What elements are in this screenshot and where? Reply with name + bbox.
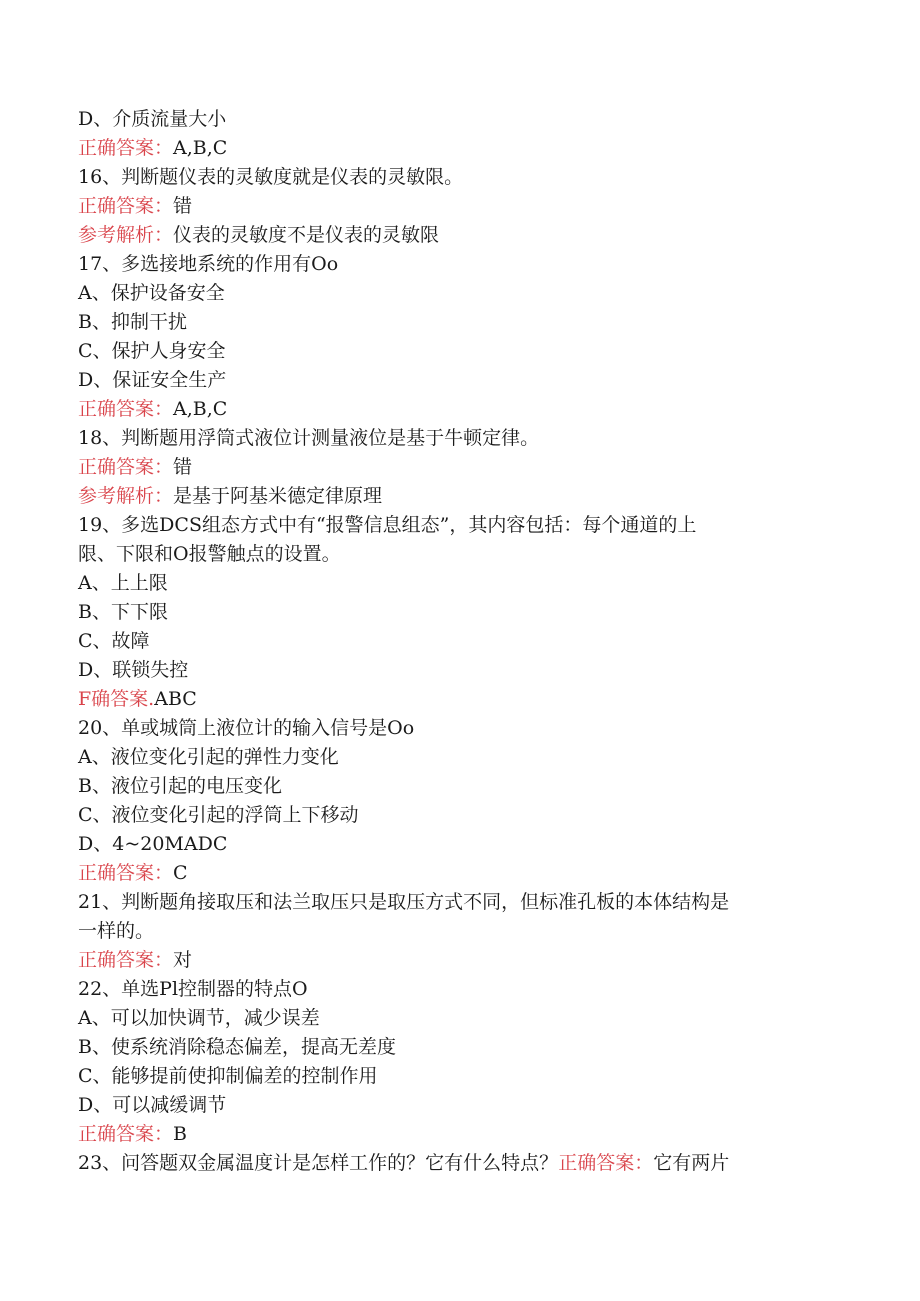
line-text: A、液位变化引起的弹性力变化	[78, 746, 339, 768]
explanation-text: 仪表的灵敏度不是仪表的灵敏限	[173, 224, 440, 246]
option-line	[78, 598, 838, 627]
answer-label: 正确答案：	[78, 862, 174, 884]
line-text: D、联锁失控	[78, 659, 189, 681]
option-line	[78, 830, 838, 859]
explanation-label: 参考解析：	[78, 224, 174, 246]
line-text: A、可以加快调节，减少误差	[78, 1007, 320, 1029]
line-text: D、保证安全生产	[78, 369, 227, 391]
line-text: C、故障	[78, 630, 150, 652]
line-text: 限、下限和O报警触点的设置。	[78, 543, 341, 565]
question-line-continued	[78, 917, 838, 946]
answer-value: C	[173, 862, 188, 884]
question-line	[78, 888, 838, 917]
answer-label: 正确答案：	[78, 1123, 174, 1145]
explanation-line	[78, 482, 838, 511]
line-text: A、保护设备安全	[78, 282, 225, 304]
option-line	[78, 337, 838, 366]
answer-value: A,B,C	[173, 398, 228, 420]
answer-value: 错	[173, 456, 193, 478]
question-line-last	[78, 1149, 838, 1178]
line-text: C、能够提前使抑制偏差的控制作用	[78, 1065, 378, 1087]
option-line	[78, 1091, 838, 1120]
answer-label: 正确答案：	[78, 456, 174, 478]
line-text: 17、多选接地系统的作用有Oo	[78, 253, 339, 275]
explanation-line	[78, 221, 838, 250]
line-text: C、保护人身安全	[78, 340, 226, 362]
answer-value: 错	[173, 195, 193, 217]
answer-line	[78, 192, 838, 221]
line-text: D、4~20MADC	[78, 833, 228, 855]
option-line	[78, 1004, 838, 1033]
question-text: 23、问答题双金属温度计是怎样工作的？它有什么特点？	[78, 1152, 559, 1174]
question-line	[78, 250, 838, 279]
answer-line	[78, 859, 838, 888]
line-text: B、使系统消除稳态偏差，提高无差度	[78, 1036, 396, 1058]
explanation-label: 参考解析：	[78, 485, 174, 507]
question-line	[78, 163, 838, 192]
option-line	[78, 308, 838, 337]
answer-value: 它有两片	[653, 1152, 730, 1174]
option-line	[78, 743, 838, 772]
option-line	[78, 656, 838, 685]
answer-value: A,B,C	[173, 137, 228, 159]
line-text: D、介质流量大小	[78, 108, 227, 130]
line-text: 18、判断题用浮筒式液位计测量液位是基于牛顿定律。	[78, 427, 540, 449]
option-line	[78, 1062, 838, 1091]
line-text: C、液位变化引起的浮筒上下移动	[78, 804, 359, 826]
answer-value: 对	[173, 949, 193, 971]
line-text: 19、多选DCS组态方式中有“报警信息组态”，其内容包括：每个通道的上	[78, 514, 697, 536]
line-text: D、可以减缓调节	[78, 1094, 227, 1116]
answer-line	[78, 946, 838, 975]
answer-label: 正确答案：	[78, 949, 174, 971]
question-line	[78, 424, 838, 453]
option-line	[78, 279, 838, 308]
answer-line	[78, 453, 838, 482]
option-line	[78, 772, 838, 801]
line-text: 一样的。	[78, 920, 155, 942]
answer-line	[78, 1120, 838, 1149]
answer-label: 正确答案：	[78, 137, 174, 159]
question-line-continued	[78, 540, 838, 569]
explanation-text: 是基于阿基米德定律原理	[173, 485, 383, 507]
option-line	[78, 627, 838, 656]
answer-label: 正确答案：	[78, 398, 174, 420]
option-line	[78, 1033, 838, 1062]
option-line	[78, 105, 838, 134]
answer-label: F确答案.	[78, 688, 155, 710]
answer-value: B	[173, 1123, 187, 1145]
answer-label: 正确答案：	[558, 1152, 654, 1174]
question-line	[78, 511, 838, 540]
option-line	[78, 801, 838, 830]
line-text: B、下下限	[78, 601, 168, 623]
answer-line	[78, 685, 838, 714]
answer-line	[78, 395, 838, 424]
option-line	[78, 569, 838, 598]
answer-line	[78, 134, 838, 163]
line-text: 21、判断题角接取压和法兰取压只是取压方式不同，但标准孔板的本体结构是	[78, 891, 730, 913]
line-text: 20、单或城筒上液位计的输入信号是Oo	[78, 717, 415, 739]
line-text: B、抑制干扰	[78, 311, 187, 333]
option-line	[78, 366, 838, 395]
answer-label: 正确答案：	[78, 195, 174, 217]
document-page	[78, 105, 838, 1178]
line-text: A、上上限	[78, 572, 168, 594]
line-text: 22、单选Pl控制器的特点O	[78, 978, 308, 1000]
answer-value: ABC	[154, 688, 197, 710]
question-line	[78, 975, 838, 1004]
line-text: B、液位引起的电压变化	[78, 775, 282, 797]
question-line	[78, 714, 838, 743]
line-text: 16、判断题仪表的灵敏度就是仪表的灵敏限。	[78, 166, 464, 188]
